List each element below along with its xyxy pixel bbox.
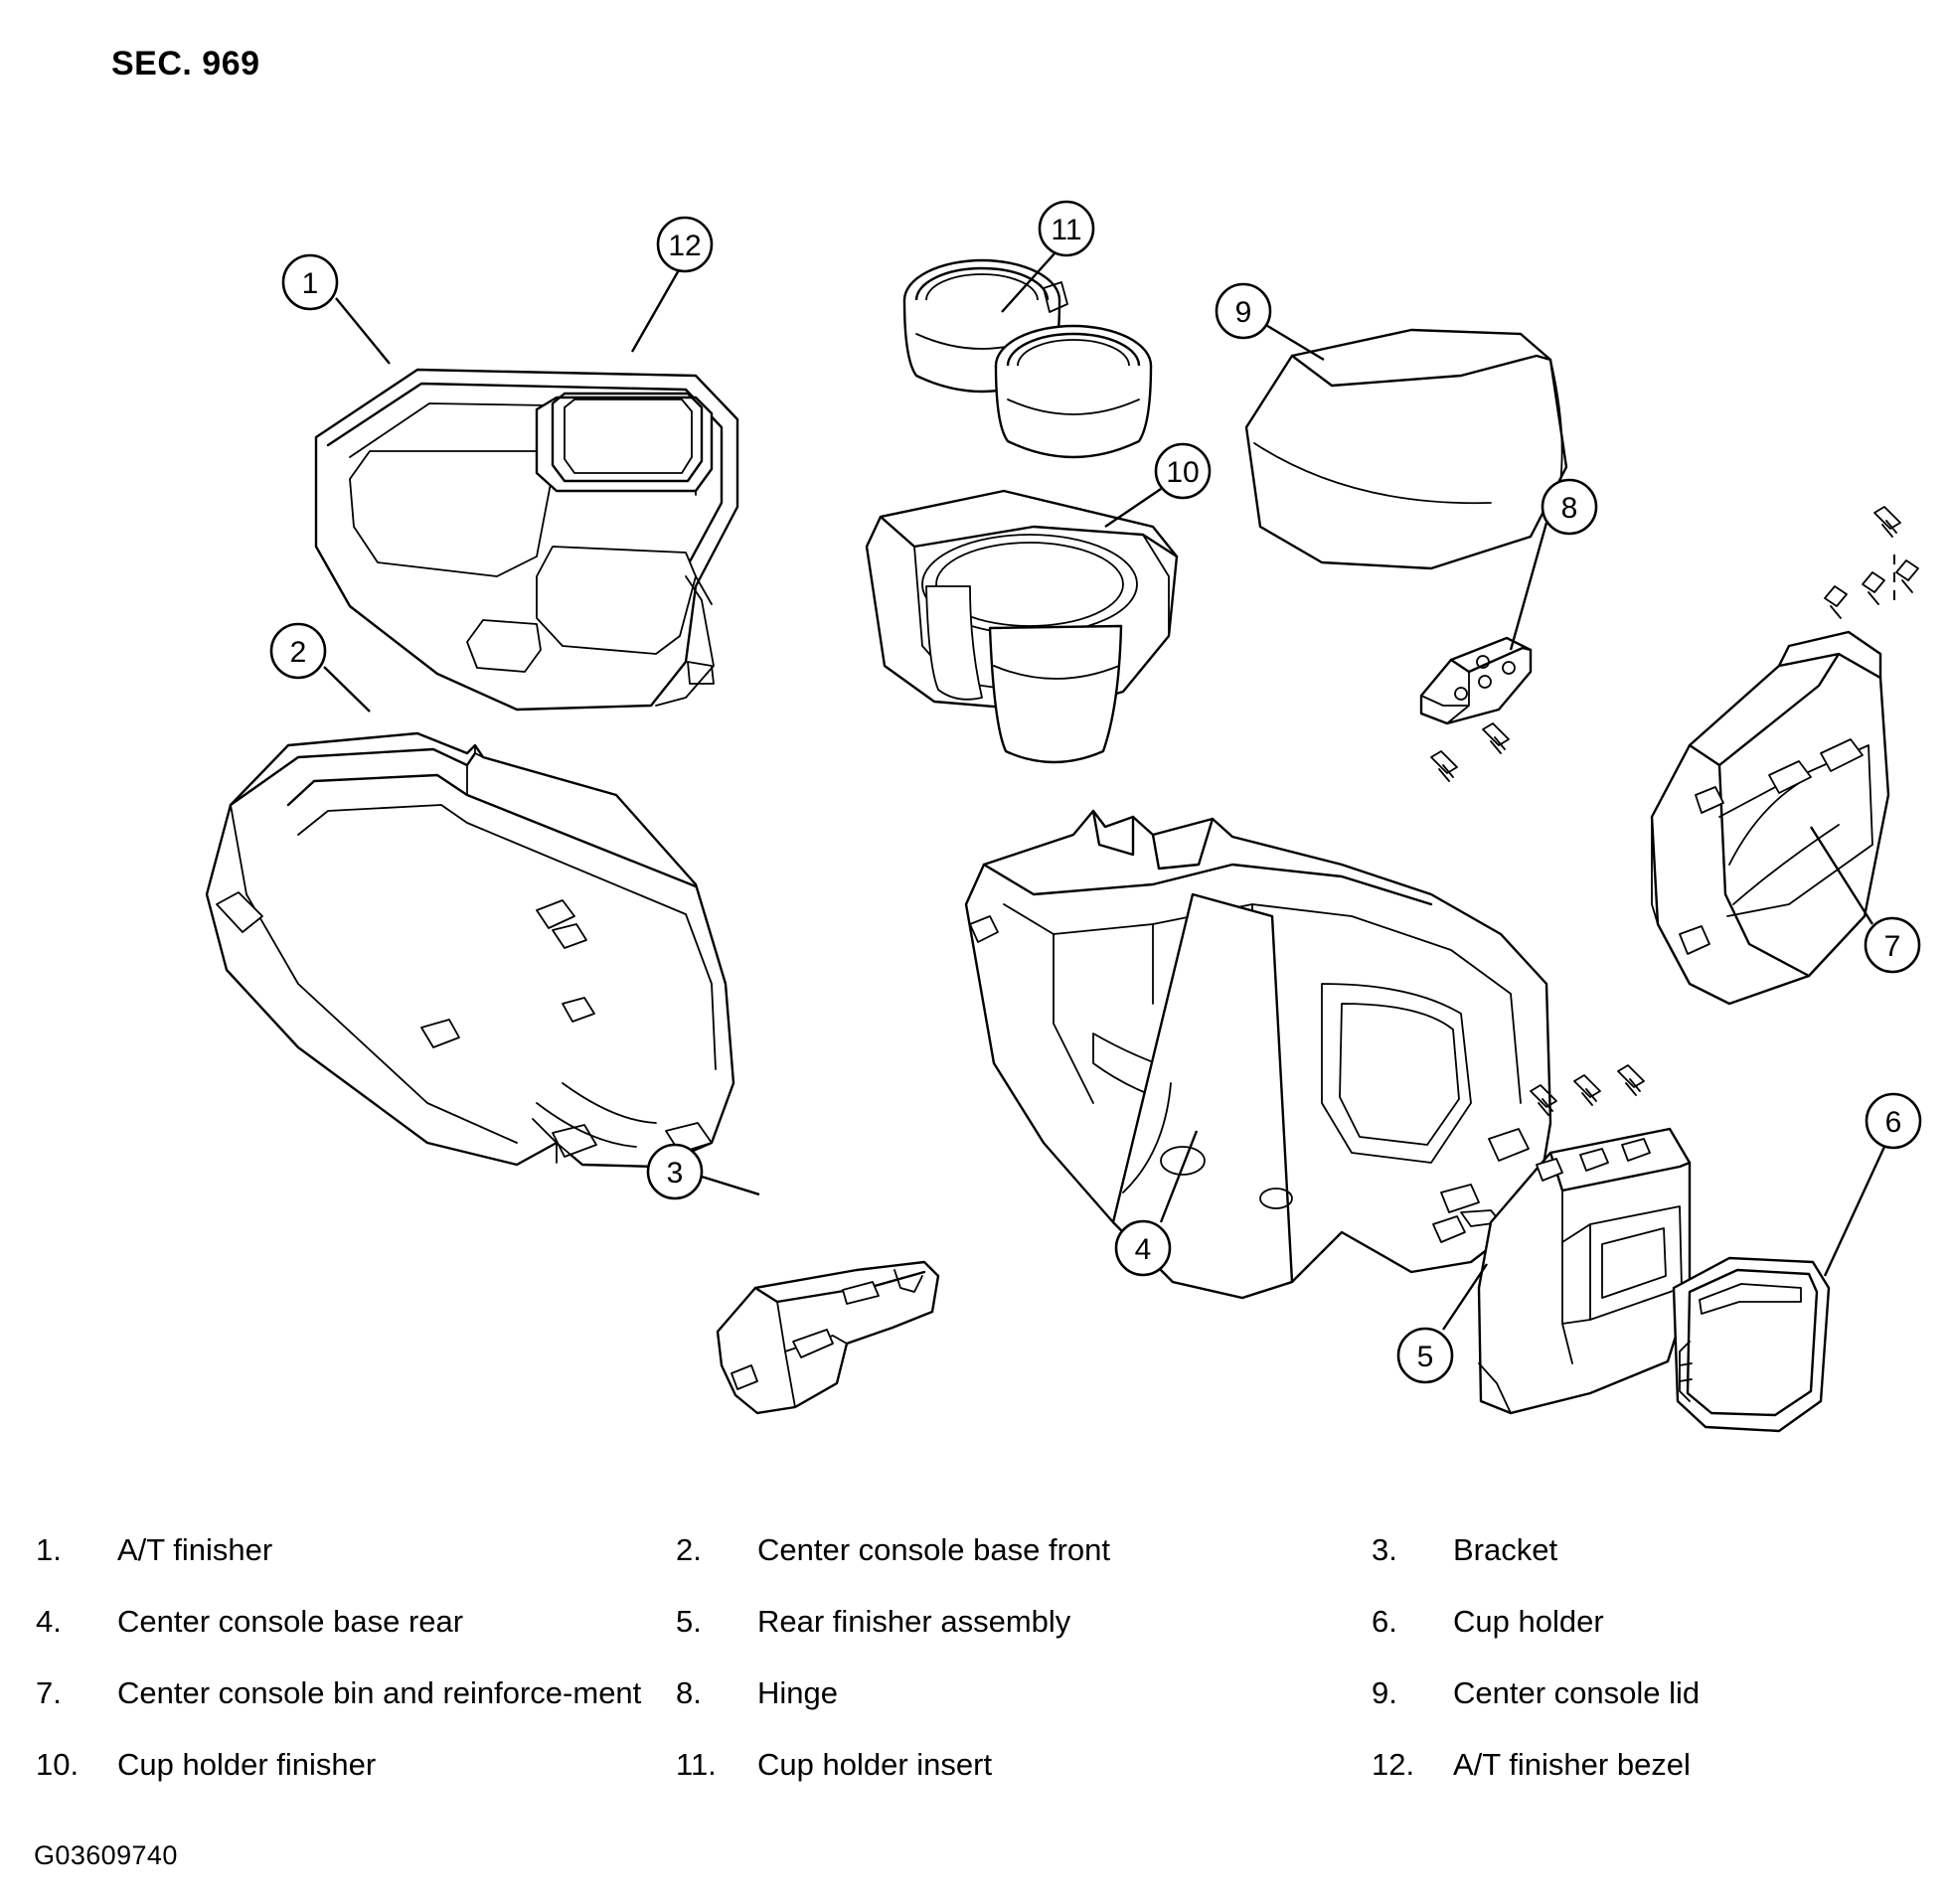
legend-item — [676, 1602, 1302, 1673]
legend-item-number: 2. — [676, 1532, 702, 1567]
callout-label: 9 — [1234, 296, 1252, 329]
callout-label: 7 — [1883, 930, 1901, 963]
callout-label: 5 — [1416, 1341, 1434, 1373]
part-cup-holder — [1674, 1258, 1829, 1431]
legend-column-1 — [36, 1530, 672, 1817]
callout-11 — [1040, 202, 1093, 255]
legend-item-label: Hinge — [757, 1675, 838, 1710]
legend-item-label: A/T finisher — [117, 1532, 273, 1567]
legend-item-number: 9. — [1372, 1675, 1397, 1710]
callout-9 — [1217, 284, 1270, 338]
callout-label: 12 — [668, 230, 702, 262]
legend-item-number: 7. — [36, 1675, 62, 1710]
callout-1 — [283, 255, 337, 309]
callout-4 — [1116, 1221, 1170, 1275]
callout-label: 11 — [1051, 214, 1082, 246]
part-bracket — [718, 1262, 938, 1413]
legend-item-number: 4. — [36, 1604, 62, 1639]
legend-item-label: A/T finisher bezel — [1453, 1747, 1691, 1782]
callout-label: 1 — [301, 267, 319, 300]
callout-label: 6 — [1884, 1106, 1902, 1139]
legend-item-number: 8. — [676, 1675, 702, 1710]
legend-item-label: Center console base rear — [117, 1604, 464, 1639]
legend-item-number: 1. — [36, 1532, 62, 1567]
part-center-console-base-front — [207, 733, 733, 1167]
document-code: G03609740 — [34, 1840, 178, 1870]
legend-item — [36, 1673, 672, 1745]
callout-7 — [1866, 918, 1919, 972]
legend-item — [676, 1673, 1302, 1745]
legend-item-label: Center console lid — [1453, 1675, 1701, 1710]
legend-item — [36, 1602, 672, 1673]
legend-item — [676, 1745, 1302, 1817]
callout-label: 2 — [289, 636, 307, 669]
legend-item-number: 10. — [36, 1747, 80, 1782]
legend-item-number: 6. — [1372, 1604, 1397, 1639]
legend-column-3 — [1372, 1530, 1928, 1817]
callout-10 — [1156, 444, 1210, 498]
part-hinge — [1421, 638, 1531, 781]
legend-item-label: Center console bin and reinforce-ment — [117, 1675, 642, 1710]
legend-item-label: Bracket — [1453, 1532, 1558, 1567]
legend-item — [676, 1530, 1302, 1602]
legend-item — [1372, 1530, 1928, 1602]
legend-item — [36, 1530, 672, 1602]
callout-8 — [1543, 480, 1596, 534]
callout-5 — [1398, 1329, 1452, 1382]
callout-12 — [658, 218, 712, 271]
legend-column-2 — [676, 1530, 1302, 1817]
part-cup-holder-finisher — [867, 491, 1177, 762]
part-center-console-lid — [1246, 330, 1566, 568]
callout-label: 10 — [1166, 456, 1200, 489]
legend-item-number: 11. — [676, 1747, 717, 1782]
fastener-group-bin — [1825, 507, 1918, 618]
legend-item-label: Rear finisher assembly — [757, 1604, 1071, 1639]
callout-6 — [1867, 1094, 1920, 1148]
exploded-parts-illustration — [0, 109, 1950, 1530]
legend-item — [1372, 1745, 1928, 1817]
callout-label: 8 — [1560, 492, 1578, 525]
legend-item-number: 5. — [676, 1604, 702, 1639]
legend-item-label: Cup holder finisher — [117, 1747, 377, 1782]
callout-label: 4 — [1134, 1233, 1152, 1266]
legend-item — [1372, 1673, 1928, 1745]
legend-item-number: 3. — [1372, 1532, 1397, 1567]
screw-group-hinge — [1431, 723, 1509, 781]
part-cup-holder-insert — [904, 260, 1151, 457]
callout-label: 3 — [666, 1157, 684, 1190]
part-center-console-base-rear — [966, 811, 1550, 1298]
legend-item-label: Center console base front — [757, 1532, 1110, 1567]
page-title: SEC. 969 — [111, 45, 260, 82]
legend-item — [1372, 1602, 1928, 1673]
legend-item-number: 12. — [1372, 1747, 1415, 1782]
callout-3 — [648, 1145, 702, 1198]
callout-2 — [271, 624, 325, 678]
part-at-finisher-bezel — [537, 394, 712, 491]
parts-legend — [0, 1530, 1950, 1828]
legend-item-label: Cup holder insert — [757, 1747, 993, 1782]
legend-item — [36, 1745, 672, 1817]
legend-item-label: Cup holder — [1453, 1604, 1604, 1639]
